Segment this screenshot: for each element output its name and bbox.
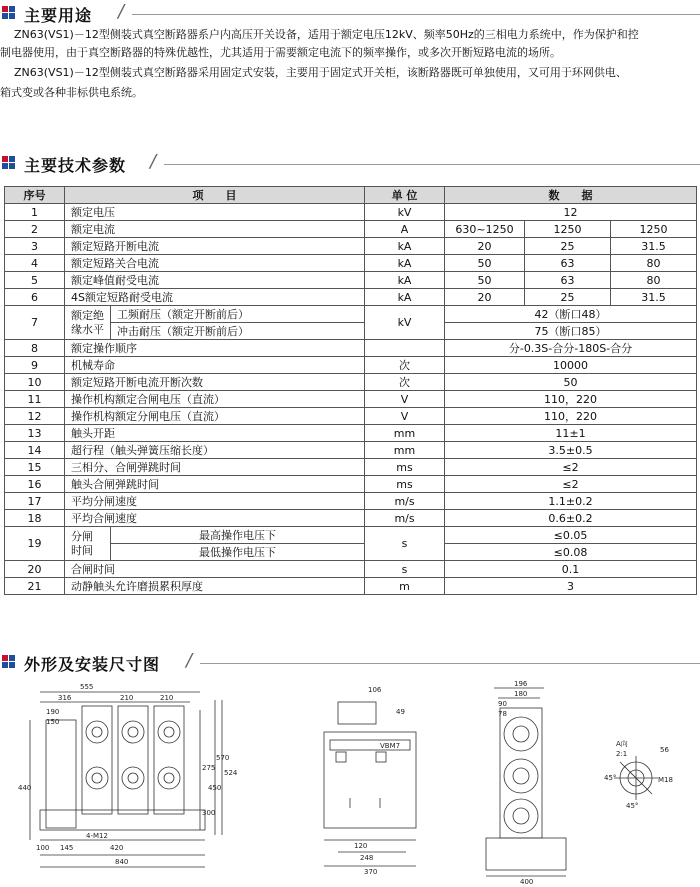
dim-label: 420	[110, 844, 124, 852]
table-row: 冲击耐压（额定开断前后） 75（断口85）	[5, 323, 697, 340]
table-row: 最低操作电压下 ≤0.08	[5, 544, 697, 561]
spec-table	[4, 186, 697, 595]
usage-p2-line2: 箱式变或各种非标供电系统。	[0, 86, 143, 99]
dim-label: 49	[396, 708, 405, 716]
dim-label: 78	[498, 710, 507, 718]
dim-label: 45°	[604, 774, 617, 782]
dim-label: 370	[364, 868, 378, 876]
dim-label: 190	[46, 708, 60, 716]
dim-label: A向	[616, 740, 628, 748]
dim-label: 45°	[626, 802, 639, 810]
table-row: 4 额定短路关合电流 kA 50 63 80	[5, 255, 697, 272]
table-row: 11 操作机构额定合闸电压（直流） V 110，220	[5, 391, 697, 408]
dim-label: 100	[36, 844, 50, 852]
table-row: 10 额定短路开断电流开断次数 次 50	[5, 374, 697, 391]
dim-label: 300	[202, 809, 216, 817]
dim-label: 120	[354, 842, 368, 850]
dim-label: 150	[46, 718, 60, 726]
table-row: 13 触头开距 mm 11±1	[5, 425, 697, 442]
dim-label: 106	[368, 686, 382, 694]
usage-paragraph-1b	[0, 44, 700, 62]
dim-label: 570	[216, 754, 230, 762]
dim-label: 316	[58, 694, 72, 702]
section-divider	[200, 663, 700, 664]
dim-label: 196	[514, 680, 528, 688]
section-bullet-icon	[2, 655, 18, 669]
front-view-drawing	[0, 680, 260, 885]
header-no: 序号	[5, 187, 65, 204]
table-row: 21 动静触头允许磨损累积厚度 m 3	[5, 578, 697, 595]
section-divider	[132, 14, 700, 15]
table-row: 3 额定短路开断电流 kA 20 25 31.5	[5, 238, 697, 255]
dim-label: 2:1	[616, 750, 628, 758]
dim-label: 524	[224, 769, 238, 777]
table-row: 7 额定绝 缘水平 工频耐压（额定开断前后） kV 42（断口48）	[5, 306, 697, 323]
table-row: 6 4S额定短路耐受电流 kA 20 25 31.5	[5, 289, 697, 306]
section-usage-header	[0, 0, 700, 26]
top-view-drawing	[480, 680, 580, 885]
usage-paragraph-1	[14, 26, 700, 44]
usage-p1-line2: 制电器使用，由于真空断路器的特殊优越性，尤其适用于需要额定电流下的频率操作，或多次开断短路电流的场所。	[0, 46, 561, 59]
section-divider	[164, 164, 700, 165]
dim-label: 210	[120, 694, 134, 702]
dim-label: 90	[498, 700, 507, 708]
table-row: 8 额定操作顺序 分-0.3S-合分-180S-合分	[5, 340, 697, 357]
dim-label: 400	[520, 878, 534, 885]
dim-label: VBM7	[380, 742, 401, 750]
dim-label: 210	[160, 694, 174, 702]
section-usage-title: 主要用途	[24, 6, 93, 25]
dim-label: 4-M12	[86, 832, 108, 840]
table-row: 12 操作机构额定分闸电压（直流） V 110，220	[5, 408, 697, 425]
table-row: 9 机械寿命 次 10000	[5, 357, 697, 374]
table-row: 20 合闸时间 s 0.1	[5, 561, 697, 578]
table-row: 1 额定电压 kV 12	[5, 204, 697, 221]
usage-paragraph-2b	[0, 84, 700, 102]
section-params-header	[0, 150, 700, 176]
table-header-row	[5, 187, 697, 204]
table-row: 18 平均合闸速度 m/s 0.6±0.2	[5, 510, 697, 527]
dim-label: 440	[18, 784, 32, 792]
detail-a-drawing	[600, 680, 696, 885]
dim-label: 248	[360, 854, 374, 862]
title-slash-icon: /	[186, 650, 193, 671]
table-row: 15 三相分、合闸弹跳时间 ms ≤2	[5, 459, 697, 476]
table-row: 16 触头合闸弹跳时间 ms ≤2	[5, 476, 697, 493]
header-item: 项 目	[65, 187, 365, 204]
usage-p1-line1: ZN63(VS1)－12型侧装式真空断路器系户内高压开关设备，适用于额定电压12kV、频率50Hz的三相电力系统中，作为保护和控	[14, 28, 639, 41]
section-bullet-icon	[2, 156, 18, 170]
table-row: 5 额定峰值耐受电流 kA 50 63 80	[5, 272, 697, 289]
table-row: 14 超行程（触头弹簧压缩长度） mm 3.5±0.5	[5, 442, 697, 459]
dim-label: 180	[514, 690, 528, 698]
dim-label: 840	[115, 858, 129, 866]
header-data: 数 据	[445, 187, 697, 204]
header-unit: 单 位	[365, 187, 445, 204]
section-drawing-header	[0, 649, 700, 675]
title-slash-icon: /	[150, 151, 157, 172]
usage-paragraph-2	[14, 64, 700, 82]
usage-p2-line1: ZN63(VS1)－12型侧装式真空断路器采用固定式安装，主要用于固定式开关柜，该断路器既可单独使用，又可用于环网供电、	[14, 66, 627, 79]
dim-label: 275	[202, 764, 216, 772]
section-params-title: 主要技术参数	[24, 156, 127, 175]
dim-label: 555	[80, 683, 94, 691]
side-view-drawing	[310, 680, 430, 885]
title-slash-icon: /	[118, 1, 125, 22]
dim-label: 450	[208, 784, 222, 792]
table-row: 19 分闸 时间 最高操作电压下 s ≤0.05	[5, 527, 697, 544]
table-row: 17 平均分闸速度 m/s 1.1±0.2	[5, 493, 697, 510]
dim-label: 145	[60, 844, 74, 852]
dim-label: M18	[658, 776, 673, 784]
section-drawing-title: 外形及安装尺寸图	[24, 655, 161, 674]
section-bullet-icon	[2, 6, 18, 20]
table-row: 2 额定电流 A 630~1250 1250 1250	[5, 221, 697, 238]
dim-label: 56	[660, 746, 669, 754]
